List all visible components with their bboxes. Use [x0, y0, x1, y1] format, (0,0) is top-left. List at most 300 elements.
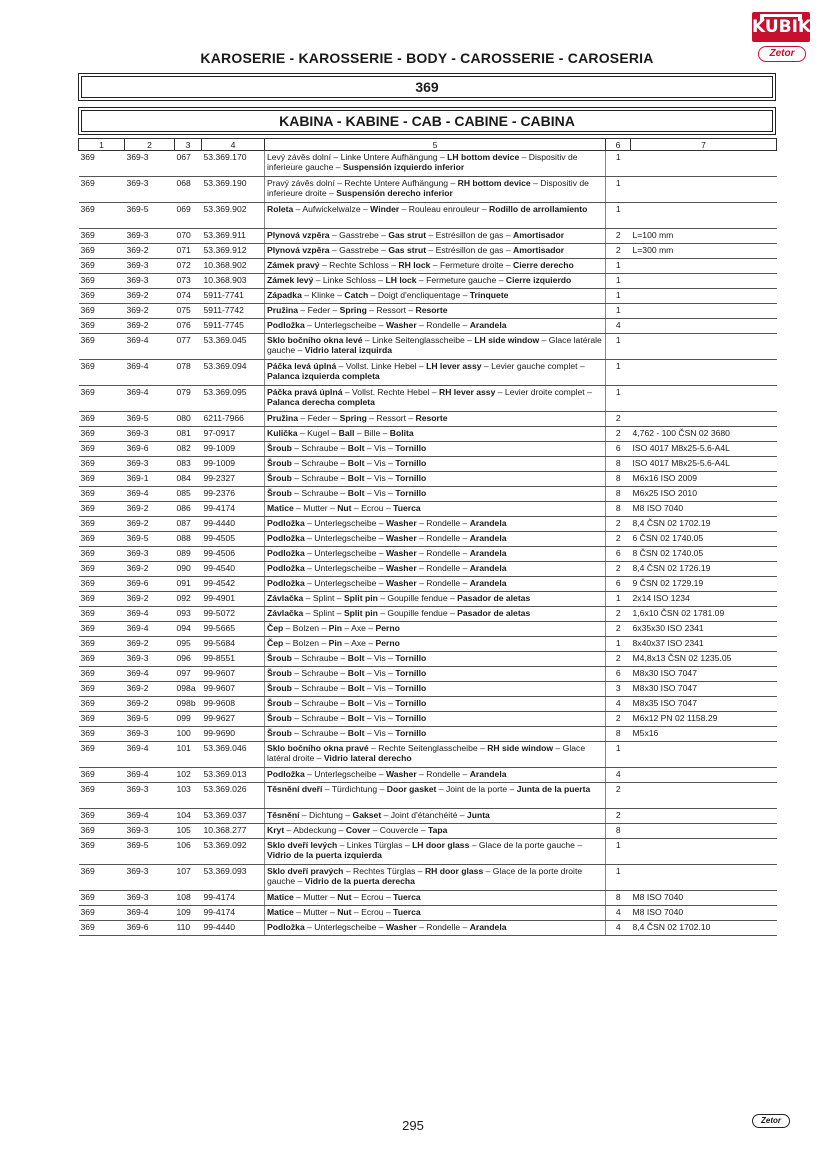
subgroup-cell: 369-2 — [125, 682, 175, 697]
quantity-cell: 1 — [606, 865, 631, 891]
description-cell: Páčka levá úplná – Vollst. Linke Hebel – LH lever assy – Levier gauche complet – Palanca izquierda completa — [265, 360, 606, 386]
table-row — [79, 697, 777, 712]
note-cell: 8,4 ČSN 02 1702.19 — [631, 517, 777, 532]
part-number-cell: 53.369.094 — [202, 360, 265, 386]
quantity-cell: 1 — [606, 334, 631, 360]
note-cell: M8 ISO 7040 — [631, 502, 777, 517]
kubik-logo-mark: KUBIK — [752, 12, 810, 42]
table-row — [79, 652, 777, 667]
table-row — [79, 712, 777, 727]
group-cell: 369 — [79, 906, 125, 921]
part-number-cell: 53.369.026 — [202, 783, 265, 809]
table-row — [79, 259, 777, 274]
part-number-cell: 99-4542 — [202, 577, 265, 592]
note-cell: 6x35x30 ISO 2341 — [631, 622, 777, 637]
position-cell: 068 — [175, 177, 202, 203]
group-cell: 369 — [79, 809, 125, 824]
table-row — [79, 742, 777, 768]
part-number-cell: 99-2376 — [202, 487, 265, 502]
subgroup-cell: 369-4 — [125, 906, 175, 921]
note-cell — [631, 360, 777, 386]
subgroup-cell: 369-2 — [125, 517, 175, 532]
group-cell: 369 — [79, 712, 125, 727]
description-cell: Matice – Mutter – Nut – Ecrou – Tuerca — [265, 891, 606, 906]
subgroup-cell: 369-2 — [125, 319, 175, 334]
description-cell: Podložka – Unterlegscheibe – Washer – Rondelle – Arandela — [265, 319, 606, 334]
page-number: 295 — [402, 1118, 424, 1133]
group-cell: 369 — [79, 386, 125, 412]
part-number-cell: 5911-7742 — [202, 304, 265, 319]
position-cell: 102 — [175, 768, 202, 783]
description-cell: Sklo dveří pravých – Rechtes Türglas – RH door glass – Glace de la porte droite gauche – Vidrio de la puerta derecha — [265, 865, 606, 891]
quantity-cell: 8 — [606, 727, 631, 742]
column-header: 7 — [631, 139, 777, 151]
part-number-cell: 99-5072 — [202, 607, 265, 622]
group-cell: 369 — [79, 652, 125, 667]
position-cell: 101 — [175, 742, 202, 768]
group-cell: 369 — [79, 592, 125, 607]
zetor-footer-logo: Zetor — [752, 1114, 790, 1128]
quantity-cell: 8 — [606, 502, 631, 517]
quantity-cell: 1 — [606, 839, 631, 865]
position-cell: 069 — [175, 203, 202, 229]
table-row — [79, 386, 777, 412]
group-cell: 369 — [79, 304, 125, 319]
table-row — [79, 865, 777, 891]
quantity-cell: 4 — [606, 906, 631, 921]
quantity-cell: 8 — [606, 487, 631, 502]
group-cell: 369 — [79, 697, 125, 712]
description-cell: Matice – Mutter – Nut – Ecrou – Tuerca — [265, 502, 606, 517]
group-cell: 369 — [79, 427, 125, 442]
position-cell: 097 — [175, 667, 202, 682]
subgroup-cell: 369-3 — [125, 824, 175, 839]
group-cell: 369 — [79, 289, 125, 304]
subgroup-cell: 369-3 — [125, 151, 175, 177]
table-row — [79, 839, 777, 865]
description-cell: Šroub – Schraube – Bolt – Vis – Tornillo — [265, 682, 606, 697]
quantity-cell: 1 — [606, 742, 631, 768]
position-cell: 079 — [175, 386, 202, 412]
note-cell: L=100 mm — [631, 229, 777, 244]
part-number-cell: 53.369.046 — [202, 742, 265, 768]
note-cell: M6x16 ISO 2009 — [631, 472, 777, 487]
subgroup-cell: 369-4 — [125, 667, 175, 682]
description-cell: Šroub – Schraube – Bolt – Vis – Tornillo — [265, 442, 606, 457]
group-cell: 369 — [79, 319, 125, 334]
part-number-cell: 97-0917 — [202, 427, 265, 442]
quantity-cell: 2 — [606, 532, 631, 547]
note-cell — [631, 177, 777, 203]
part-number-cell: 99-9627 — [202, 712, 265, 727]
position-cell: 088 — [175, 532, 202, 547]
note-cell — [631, 259, 777, 274]
part-number-cell: 53.369.911 — [202, 229, 265, 244]
position-cell: 110 — [175, 921, 202, 936]
description-cell: Těsnění – Dichtung – Gakset – Joint d'étanchéité – Junta — [265, 809, 606, 824]
note-cell — [631, 319, 777, 334]
table-row — [79, 229, 777, 244]
note-cell — [631, 412, 777, 427]
position-cell: 106 — [175, 839, 202, 865]
group-cell: 369 — [79, 244, 125, 259]
column-header: 2 — [125, 139, 175, 151]
part-number-cell: 6211-7966 — [202, 412, 265, 427]
quantity-cell: 1 — [606, 151, 631, 177]
quantity-cell: 6 — [606, 667, 631, 682]
group-cell: 369 — [79, 637, 125, 652]
position-cell: 083 — [175, 457, 202, 472]
table-row — [79, 304, 777, 319]
description-cell: Západka – Klinke – Catch – Doigt d'encliquentage – Trinquete — [265, 289, 606, 304]
note-cell: 1,6x10 ČSN 02 1781.09 — [631, 607, 777, 622]
group-cell: 369 — [79, 824, 125, 839]
quantity-cell: 2 — [606, 622, 631, 637]
position-cell: 073 — [175, 274, 202, 289]
note-cell — [631, 768, 777, 783]
description-cell: Kryt – Abdeckung – Cover – Couvercle – Tapa — [265, 824, 606, 839]
table-row — [79, 319, 777, 334]
position-cell: 107 — [175, 865, 202, 891]
table-row — [79, 487, 777, 502]
description-cell: Čep – Bolzen – Pin – Axe – Perno — [265, 622, 606, 637]
group-cell: 369 — [79, 502, 125, 517]
quantity-cell: 6 — [606, 577, 631, 592]
quantity-cell: 1 — [606, 386, 631, 412]
note-cell: 8x40x37 ISO 2341 — [631, 637, 777, 652]
quantity-cell: 2 — [606, 412, 631, 427]
table-row — [79, 274, 777, 289]
note-cell: 8 ČSN 02 1740.05 — [631, 547, 777, 562]
description-cell: Matice – Mutter – Nut – Ecrou – Tuerca — [265, 906, 606, 921]
description-cell: Roleta – Aufwickelwalze – Winder – Rouleau enrouleur – Rodillo de arrollamiento — [265, 203, 606, 229]
description-cell: Podložka – Unterlegscheibe – Washer – Rondelle – Arandela — [265, 547, 606, 562]
group-cell: 369 — [79, 667, 125, 682]
group-cell: 369 — [79, 742, 125, 768]
part-number-cell: 99-4174 — [202, 502, 265, 517]
part-number-cell: 99-1009 — [202, 457, 265, 472]
description-cell: Šroub – Schraube – Bolt – Vis – Tornillo — [265, 667, 606, 682]
group-cell: 369 — [79, 727, 125, 742]
description-cell: Šroub – Schraube – Bolt – Vis – Tornillo — [265, 712, 606, 727]
group-cell: 369 — [79, 921, 125, 936]
position-cell: 082 — [175, 442, 202, 457]
part-number-cell: 99-5665 — [202, 622, 265, 637]
note-cell: M8x30 ISO 7047 — [631, 682, 777, 697]
column-header: 4 — [202, 139, 265, 151]
quantity-cell: 1 — [606, 289, 631, 304]
position-cell: 070 — [175, 229, 202, 244]
table-row — [79, 151, 777, 177]
column-header: 1 — [79, 139, 125, 151]
group-cell: 369 — [79, 865, 125, 891]
subgroup-cell: 369-2 — [125, 562, 175, 577]
quantity-cell: 2 — [606, 244, 631, 259]
position-cell: 100 — [175, 727, 202, 742]
description-cell: Pružina – Feder – Spring – Ressort – Resorte — [265, 304, 606, 319]
quantity-cell: 1 — [606, 592, 631, 607]
note-cell: M5x16 — [631, 727, 777, 742]
subgroup-cell: 369-2 — [125, 637, 175, 652]
subgroup-cell: 369-4 — [125, 809, 175, 824]
table-row — [79, 607, 777, 622]
part-number-cell: 99-4540 — [202, 562, 265, 577]
note-cell: M8 ISO 7040 — [631, 891, 777, 906]
part-number-cell: 53.369.902 — [202, 203, 265, 229]
subgroup-cell: 369-3 — [125, 274, 175, 289]
part-number-cell: 53.369.092 — [202, 839, 265, 865]
description-cell: Podložka – Unterlegscheibe – Washer – Rondelle – Arandela — [265, 921, 606, 936]
table-row — [79, 783, 777, 809]
group-cell: 369 — [79, 562, 125, 577]
subgroup-cell: 369-3 — [125, 427, 175, 442]
note-cell: ISO 4017 M8x25-5.6-A4L — [631, 457, 777, 472]
group-number-box — [78, 73, 776, 101]
note-cell: M6x25 ISO 2010 — [631, 487, 777, 502]
description-cell: Plynová vzpěra – Gasstrebe – Gas strut – Estrésillon de gas – Amortisador — [265, 244, 606, 259]
description-cell: Závlačka – Splint – Split pin – Goupille fendue – Pasador de aletas — [265, 607, 606, 622]
subgroup-cell: 369-3 — [125, 259, 175, 274]
description-cell: Šroub – Schraube – Bolt – Vis – Tornillo — [265, 457, 606, 472]
table-row — [79, 592, 777, 607]
group-cell: 369 — [79, 259, 125, 274]
column-header: 6 — [606, 139, 631, 151]
note-cell — [631, 334, 777, 360]
table-row — [79, 906, 777, 921]
position-cell: 109 — [175, 906, 202, 921]
note-cell: M4,8x13 ČSN 02 1235.05 — [631, 652, 777, 667]
subgroup-cell: 369-6 — [125, 921, 175, 936]
table-row — [79, 824, 777, 839]
parts-table — [78, 138, 777, 936]
description-cell: Plynová vzpěra – Gasstrebe – Gas strut – Estrésillon de gas – Amortisador — [265, 229, 606, 244]
note-cell — [631, 386, 777, 412]
note-cell: 9 ČSN 02 1729.19 — [631, 577, 777, 592]
part-number-cell: 99-9690 — [202, 727, 265, 742]
subgroup-cell: 369-1 — [125, 472, 175, 487]
subgroup-cell: 369-3 — [125, 457, 175, 472]
subgroup-cell: 369-5 — [125, 532, 175, 547]
quantity-cell: 4 — [606, 921, 631, 936]
part-number-cell: 99-8551 — [202, 652, 265, 667]
group-cell: 369 — [79, 412, 125, 427]
description-cell: Sklo bočního okna pravé – Rechte Seitenglasscheibe – RH side window – Glace latéral droite – Vidrio lateral derecho — [265, 742, 606, 768]
table-row — [79, 334, 777, 360]
description-cell: Sklo bočního okna levé – Linke Seitenglasscheibe – LH side window – Glace latérale gauche – Vidrio lateral izquirda — [265, 334, 606, 360]
position-cell: 096 — [175, 652, 202, 667]
description-cell: Kulička – Kugel – Ball – Bille – Bolita — [265, 427, 606, 442]
subgroup-cell: 369-2 — [125, 697, 175, 712]
subgroup-cell: 369-3 — [125, 547, 175, 562]
table-row — [79, 562, 777, 577]
group-cell: 369 — [79, 151, 125, 177]
quantity-cell: 1 — [606, 360, 631, 386]
part-number-cell: 10.368.903 — [202, 274, 265, 289]
position-cell: 072 — [175, 259, 202, 274]
part-number-cell: 99-5684 — [202, 637, 265, 652]
table-row — [79, 891, 777, 906]
group-cell: 369 — [79, 839, 125, 865]
note-cell — [631, 783, 777, 809]
note-cell — [631, 151, 777, 177]
subgroup-cell: 369-3 — [125, 865, 175, 891]
section-title-box — [78, 107, 776, 135]
quantity-cell: 4 — [606, 697, 631, 712]
group-cell: 369 — [79, 783, 125, 809]
part-number-cell: 99-4505 — [202, 532, 265, 547]
quantity-cell: 2 — [606, 427, 631, 442]
group-cell: 369 — [79, 457, 125, 472]
table-row — [79, 809, 777, 824]
description-cell: Levý závěs dolní – Linke Untere Aufhängung – LH bottom device – Dispositiv de inferieure gauche – Suspensión izquierdo inferior — [265, 151, 606, 177]
note-cell — [631, 742, 777, 768]
group-cell: 369 — [79, 622, 125, 637]
note-cell: 2x14 ISO 1234 — [631, 592, 777, 607]
table-row — [79, 442, 777, 457]
description-cell: Těsnění dveří – Türdichtung – Door gasket – Joint de la porte – Junta de la puerta — [265, 783, 606, 809]
position-cell: 093 — [175, 607, 202, 622]
group-cell: 369 — [79, 442, 125, 457]
position-cell: 084 — [175, 472, 202, 487]
table-row — [79, 727, 777, 742]
quantity-cell: 1 — [606, 203, 631, 229]
table-row — [79, 472, 777, 487]
position-cell: 081 — [175, 427, 202, 442]
subgroup-cell: 369-2 — [125, 502, 175, 517]
note-cell: M8x35 ISO 7047 — [631, 697, 777, 712]
quantity-cell: 3 — [606, 682, 631, 697]
quantity-cell: 2 — [606, 607, 631, 622]
note-cell: ISO 4017 M8x25-5.6-A4L — [631, 442, 777, 457]
table-row — [79, 532, 777, 547]
column-header: 5 — [265, 139, 606, 151]
quantity-cell: 1 — [606, 259, 631, 274]
subgroup-cell: 369-4 — [125, 360, 175, 386]
page-title: KAROSERIE - KAROSSERIE - BODY - CAROSSERIE - CAROSERIA — [200, 50, 654, 66]
subgroup-cell: 369-5 — [125, 412, 175, 427]
table-row — [79, 921, 777, 936]
part-number-cell: 99-9608 — [202, 697, 265, 712]
group-number: 369 — [415, 79, 439, 95]
subgroup-cell: 369-2 — [125, 304, 175, 319]
subgroup-cell: 369-5 — [125, 839, 175, 865]
quantity-cell: 4 — [606, 319, 631, 334]
group-cell: 369 — [79, 203, 125, 229]
description-cell: Sklo dveří levých – Linkes Türglas – LH door glass – Glace de la porte gauche – Vidrio de la puerta izquierda — [265, 839, 606, 865]
subgroup-cell: 369-6 — [125, 442, 175, 457]
subgroup-cell: 369-4 — [125, 622, 175, 637]
group-cell: 369 — [79, 547, 125, 562]
part-number-cell: 53.369.045 — [202, 334, 265, 360]
group-cell: 369 — [79, 517, 125, 532]
position-cell: 086 — [175, 502, 202, 517]
table-row — [79, 622, 777, 637]
subgroup-cell: 369-2 — [125, 289, 175, 304]
group-cell: 369 — [79, 274, 125, 289]
description-cell: Podložka – Unterlegscheibe – Washer – Rondelle – Arandela — [265, 768, 606, 783]
position-cell: 108 — [175, 891, 202, 906]
note-cell — [631, 824, 777, 839]
table-row — [79, 177, 777, 203]
quantity-cell: 1 — [606, 304, 631, 319]
part-number-cell: 53.369.013 — [202, 768, 265, 783]
note-cell: 6 ČSN 02 1740.05 — [631, 532, 777, 547]
note-cell — [631, 304, 777, 319]
part-number-cell: 53.369.190 — [202, 177, 265, 203]
table-row — [79, 517, 777, 532]
group-cell: 369 — [79, 577, 125, 592]
subgroup-cell: 369-3 — [125, 727, 175, 742]
subgroup-cell: 369-5 — [125, 712, 175, 727]
description-cell: Podložka – Unterlegscheibe – Washer – Rondelle – Arandela — [265, 532, 606, 547]
description-cell: Čep – Bolzen – Pin – Axe – Perno — [265, 637, 606, 652]
subgroup-cell: 369-3 — [125, 652, 175, 667]
quantity-cell: 2 — [606, 783, 631, 809]
subgroup-cell: 369-3 — [125, 177, 175, 203]
note-cell — [631, 809, 777, 824]
table-header-row — [79, 139, 777, 151]
position-cell: 099 — [175, 712, 202, 727]
position-cell: 087 — [175, 517, 202, 532]
group-cell: 369 — [79, 607, 125, 622]
part-number-cell: 99-2327 — [202, 472, 265, 487]
note-cell — [631, 274, 777, 289]
table-row — [79, 203, 777, 229]
part-number-cell: 53.369.037 — [202, 809, 265, 824]
part-number-cell: 99-4506 — [202, 547, 265, 562]
zetor-logo-mark: Zetor — [758, 46, 806, 62]
part-number-cell: 99-9607 — [202, 667, 265, 682]
quantity-cell: 2 — [606, 652, 631, 667]
section-title-frame — [81, 110, 773, 132]
part-number-cell: 53.369.912 — [202, 244, 265, 259]
part-number-cell: 99-4440 — [202, 921, 265, 936]
subgroup-cell: 369-6 — [125, 577, 175, 592]
note-cell: 8,4 ČSN 02 1726.19 — [631, 562, 777, 577]
description-cell: Podložka – Unterlegscheibe – Washer – Rondelle – Arandela — [265, 517, 606, 532]
position-cell: 067 — [175, 151, 202, 177]
quantity-cell: 2 — [606, 712, 631, 727]
section-title: KABINA - KABINE - CAB - CABINE - CABINA — [279, 113, 575, 129]
group-cell: 369 — [79, 360, 125, 386]
position-cell: 104 — [175, 809, 202, 824]
note-cell: 8,4 ČSN 02 1702.10 — [631, 921, 777, 936]
table-row — [79, 427, 777, 442]
table-row — [79, 637, 777, 652]
position-cell: 091 — [175, 577, 202, 592]
note-cell: L=300 mm — [631, 244, 777, 259]
part-number-cell: 99-4901 — [202, 592, 265, 607]
subgroup-cell: 369-2 — [125, 244, 175, 259]
part-number-cell: 10.368.277 — [202, 824, 265, 839]
subgroup-cell: 369-3 — [125, 229, 175, 244]
part-number-cell: 5911-7741 — [202, 289, 265, 304]
group-cell: 369 — [79, 487, 125, 502]
description-cell: Šroub – Schraube – Bolt – Vis – Tornillo — [265, 472, 606, 487]
quantity-cell: 6 — [606, 442, 631, 457]
quantity-cell: 4 — [606, 768, 631, 783]
description-cell: Podložka – Unterlegscheibe – Washer – Rondelle – Arandela — [265, 562, 606, 577]
table-row — [79, 547, 777, 562]
group-cell: 369 — [79, 532, 125, 547]
note-cell: 4,762 - 100 ČSN 02 3680 — [631, 427, 777, 442]
subgroup-cell: 369-4 — [125, 742, 175, 768]
description-cell: Páčka pravá úplná – Vollst. Rechte Hebel – RH lever assy – Levier droite complet – Palanca derecha completa — [265, 386, 606, 412]
note-cell — [631, 203, 777, 229]
subgroup-cell: 369-5 — [125, 203, 175, 229]
table-row — [79, 457, 777, 472]
group-cell: 369 — [79, 334, 125, 360]
